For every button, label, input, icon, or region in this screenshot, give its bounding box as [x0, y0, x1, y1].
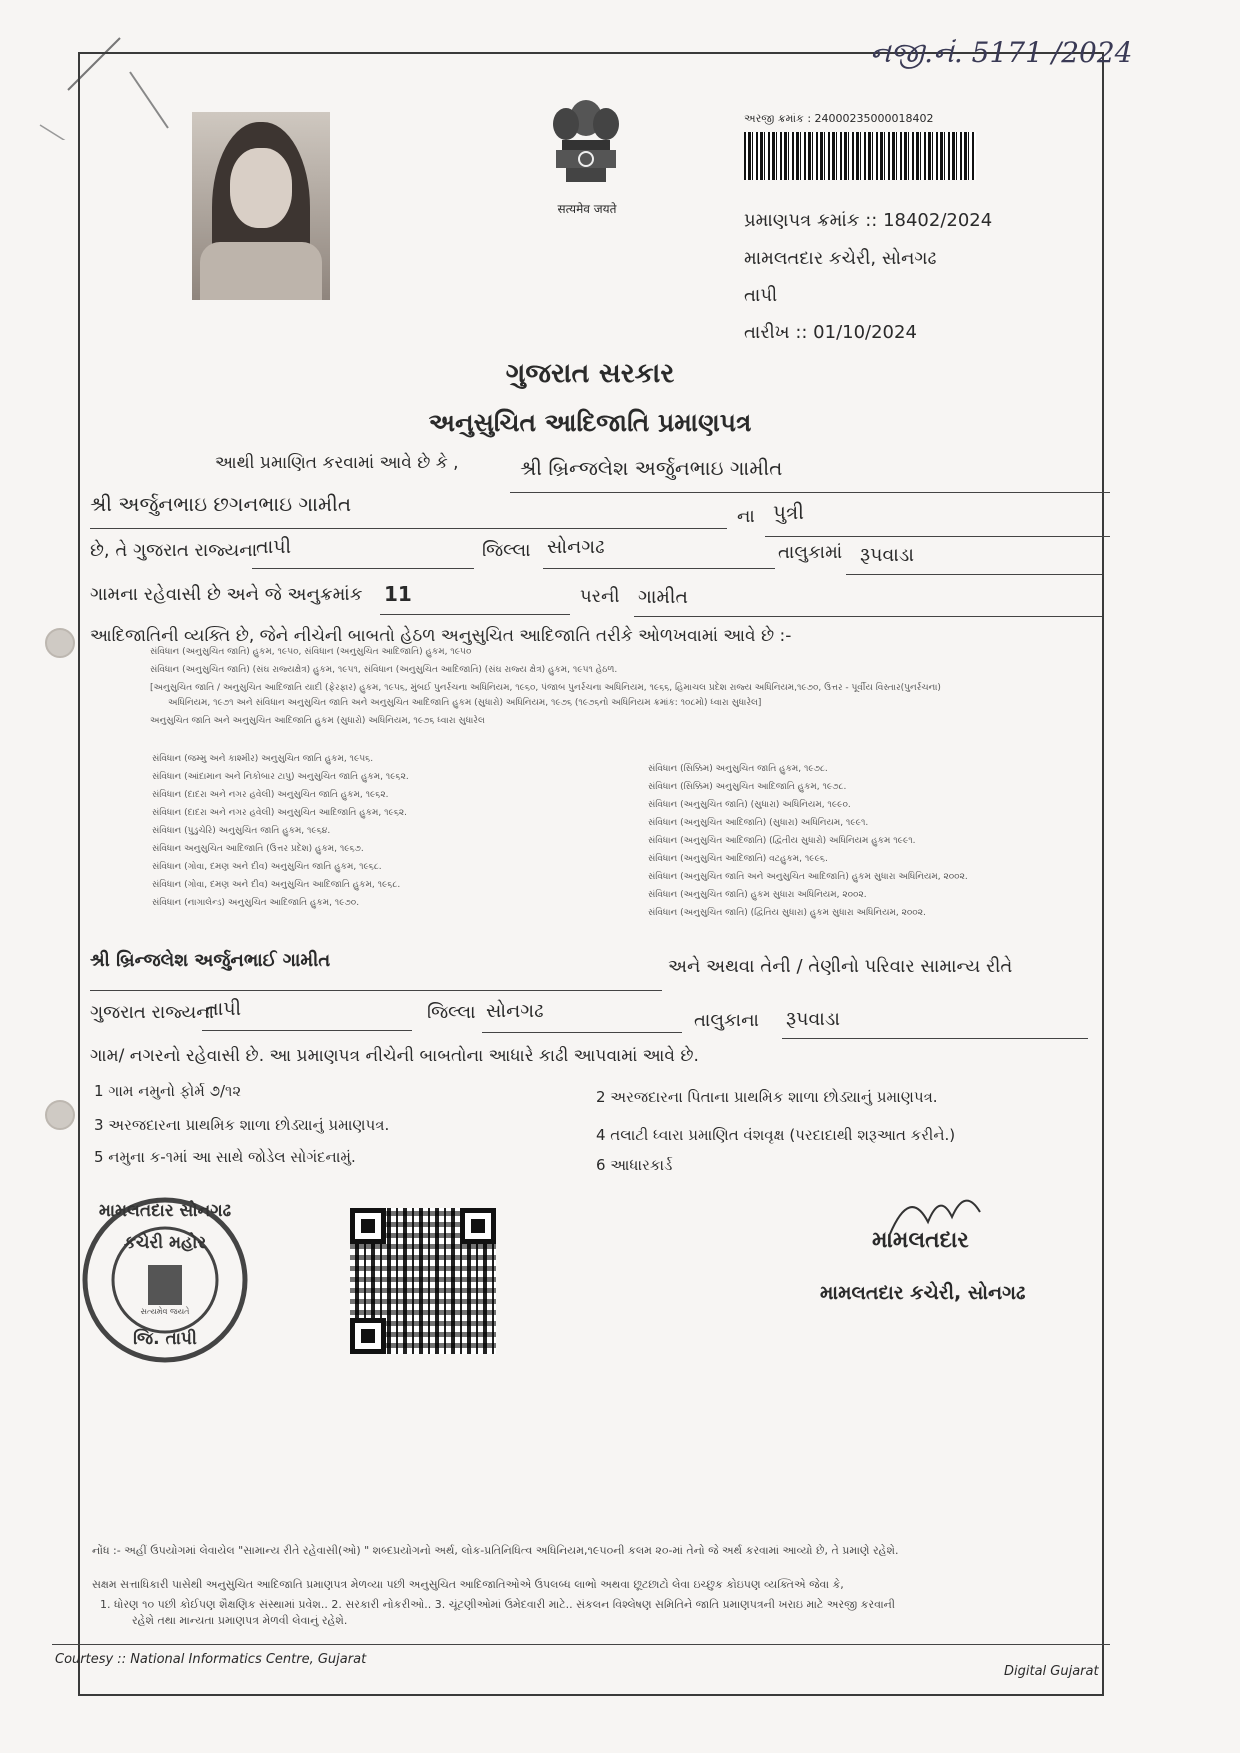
- seal-ring-text: મામલતદાર સોનગઢ: [98, 1201, 232, 1221]
- footer-divider: [52, 1644, 1110, 1645]
- order-left-item: સંવિધાન (દાદરા અને નગર હવેલી) અનુસુચિત આદિજાતિ હુકમ, ૧૯૬૨.: [152, 808, 408, 818]
- certificate-title: અનુસુચિત આદિજાતિ પ્રમાણપત્ર: [428, 408, 752, 437]
- footer-courtesy: Courtesy :: National Informatics Centre, Gujarat: [55, 1652, 367, 1667]
- order-top-item: [અનુસુચિત જાતિ / અનુસુચિત આદિજાતિ યાદી (ફેરફાર) હુકમ, ૧૯૫૬, મુંબઈ પુનર્રચના અધિનિયમ, ૧૯૬૦, પંજાબ પુનર્રચના અધિનિયમ, ૧૯૬૬, હિમાચલ પ્રદેશ રાજ્ય અધિનિયમ,૧૯૭૦, ઉત્તર - પૂર્વીય વિસ્તાર(પુનર્રચના): [150, 683, 941, 693]
- signatory-office: મામલતદાર કચેરી, સોનગઢ: [820, 1282, 1026, 1304]
- order-left-item: સંવિધાન અનુસુચિત આદિજાતિ (ઉત્તર પ્રદેશ) હુકમ, ૧૯૬૭.: [152, 844, 364, 854]
- intro-text: આથી પ્રમાણિત કરવામાં આવે છે કે ,: [215, 453, 459, 473]
- document-item: 6 આધારકાર્ડ: [596, 1156, 673, 1174]
- document-item: 5 નમુના ક-૧માં આ સાથે જોડેલ સોગંદનામું.: [94, 1148, 356, 1166]
- taluka-label: તાલુકામાં: [778, 542, 843, 563]
- order-left-item: સંવિધાન (ગોવા, દમણ અને દીવ) અનુસુચિત જાતિ હુકમ, ૧૯૬૮.: [152, 862, 382, 872]
- state-label: છે, તે ગુજરાત રાજ્યના: [90, 540, 258, 561]
- family-district: તાપી: [206, 998, 242, 1020]
- barcode: [744, 132, 976, 180]
- qr-code: [350, 1208, 496, 1354]
- orders-left: [152, 750, 632, 912]
- seal-center-text: કચેરી મહોર: [123, 1233, 207, 1253]
- punch-hole-bottom: [45, 1100, 75, 1130]
- family-state-label: ગુજરાત રાજ્યના: [90, 1002, 215, 1023]
- signatory-title: મામલતદાર: [872, 1228, 969, 1253]
- punch-hole-top: [45, 628, 75, 658]
- application-number: અરજી ક્રમાંક : 24000235000018402: [744, 112, 934, 125]
- government-title: ગુજરાત સરકાર: [505, 358, 675, 389]
- family-name-line: [90, 944, 662, 991]
- emblem-motto: सत्यमेव जयते: [557, 202, 617, 216]
- note-3: 1. ધોરણ ૧૦ પછી કોઈપણ શૈક્ષણિક સંસ્થામાં પ્રવેશ.. 2. સરકારી નોકરીઓ.. 3. ચૂંટણીઓમાં ઉમેદવારી માટે.. સંકલન વિશ્લેષણ સમિતિને જાતિ પ્રમાણપત્રની ખરાઇ માટે અરજી કરવાની: [100, 1598, 896, 1611]
- issuing-district: તાપી: [744, 285, 778, 306]
- order-right-item: સંવિધાન (સિક્કિમ) અનુસુચિત જાતિ હુકમ, ૧૯૭૮.: [648, 764, 828, 774]
- family-talukana-label: તાલુકાના: [694, 1010, 759, 1031]
- state-district: તાપી: [256, 536, 292, 558]
- order-right-item: સંવિધાન (અનુસુચિત જાતિ) (દ્વિતિય સુધારા) હુકમ સુધારા અધિનિયમ, ૨૦૦૨.: [648, 908, 926, 918]
- clause-intro: આદિજાતિની વ્યક્તિ છે, જેને નીચેની બાબતો હેઠળ અનુસુચિત આદિજાતિ તરીકે ઓળખવામાં આવે છે :-: [90, 626, 792, 646]
- order-left-item: સંવિધાન (નાગાલેન્ડ) અનુસુચિત આદિજાતિ હુકમ, ૧૯૭૦.: [152, 898, 360, 908]
- order-right-item: સંવિધાન (અનુસુચિત જાતિ) (સુધારા) અધિનિયમ, ૧૯૯૦.: [648, 800, 851, 810]
- order-left-item: સંવિધાન (પુડુચેરિ) અનુસુચિત જાતિ હુકમ, ૧૯૬૪.: [152, 826, 331, 836]
- office-seal: [80, 1195, 250, 1365]
- order-right-item: સંવિધાન (અનુસુચિત આદિજાતિ) વટહુકમ, ૧૯૯૬.: [648, 854, 828, 864]
- order-right-item: સંવિધાન (અનુસુચિત આદિજાતિ) (સુધારા) અધિનિયમ, ૧૯૯૧.: [648, 818, 869, 828]
- issue-date: તારીખ :: 01/10/2024: [744, 322, 917, 343]
- applicant-photo: [192, 112, 330, 300]
- village-name: રૂપવાડા: [860, 544, 915, 566]
- father-line: [90, 490, 727, 529]
- national-emblem-icon: [540, 88, 632, 206]
- order-top-item: અનુસુચિત જાતિ અને અનુસુચિત આદિજાતિ હુકમ (સુધારો) અધિનિયમ, ૧૯૭૬ ધ્વારા સુધારેલ: [150, 716, 485, 726]
- order-top-item: સંવિધાન (અનુસુચિત જાતિ) હુકમ, ૧૯૫૦, સંવિધાન (અનુસુચિત આદિજાતિ) હુકમ, ૧૯૫૦: [150, 647, 472, 657]
- family-village: રૂપવાડા: [786, 1008, 841, 1030]
- resident-label: ગામના રહેવાસી છે અને જે અનુક્રમાંક: [90, 584, 363, 605]
- order-left-item: સંવિધાન (ગોવા, દમણ અને દીવ) અનુસુચિત આદિજાતિ હુકમ, ૧૯૬૮.: [152, 880, 401, 890]
- taluka-district: સોનગઢ: [547, 536, 605, 558]
- family-jilla-label: જિલ્લા: [427, 1002, 476, 1023]
- tribe-line: [634, 580, 1102, 617]
- order-left-item: સંવિધાન (દાદરા અને નગર હવેલી) અનુસુચિત જાતિ હુકમ, ૧૯૬૨.: [152, 790, 389, 800]
- name-line: [510, 446, 1110, 493]
- order-left-item: સંવિધાન (આંદામાન અને નિકોબાર ટાપુ) અનુસુચિત જાતિ હુકમ, ૧૯૬૨.: [152, 772, 409, 782]
- seal-inner-motto: સત્યમેવ જયતે: [140, 1307, 190, 1316]
- jilla-label: જિલ્લા: [482, 540, 531, 561]
- note-1: નોંધ :- અહીં ઉપયોગમાં લેવાયેલ "સામાન્ય રીતે રહેવાસી(ઓ) " શબ્દપ્રયોગનો અર્થ, લોક-પ્રતિનિધિત્વ અધિનિયમ,૧૯૫૦ની કલમ ૨૦-માં તેનો જે અર્થ કરવામાં આવ્યો છે, તે પ્રમાણે રહેશે.: [92, 1544, 899, 1557]
- family-village-line: [782, 1002, 1088, 1039]
- order-right-item: સંવિધાન (અનુસુચિત આદિજાતિ) (દ્વિતીય સુધારો) અધિનિયમ હુકમ ૧૯૯૧.: [648, 836, 916, 846]
- person-name: શ્રી બ્રિન્જલેશ અર્જુનભાઇ ગામીત: [520, 456, 783, 480]
- family-taluka-line: [482, 996, 682, 1033]
- father-name: શ્રી અર્જુનભાઇ છગનભાઇ ગામીત: [90, 492, 352, 516]
- orders-top: [150, 645, 1070, 729]
- family-taluka: સોનગઢ: [486, 1000, 544, 1022]
- orders-right: [648, 760, 1088, 922]
- basis-text: ગામ/ નગરનો રહેવાસી છે. આ પ્રમાણપત્ર નીચેની બાબતોના આધારે કાઢી આપવામાં આવે છે.: [90, 1046, 699, 1066]
- order-top-item: અધિનિયમ, ૧૯૭૧ અને સંવિધાન અનુસુચિત જાતિ અને અનુસુચિત આદિજાતિ હુકમ (સુધારો) અધિનિયમ, ૧૯૭૬ (૧૯૭૬નો અધિનિયમ ક્રમાંક: ૧૦૮મો) ધ્વારા સુધારેલ]: [168, 698, 762, 708]
- document-item: 3 અરજદારના પ્રાથમિક શાળા છોડ્યાનું પ્રમાણપત્ર.: [94, 1116, 390, 1134]
- serial-line: [380, 578, 570, 615]
- document-item: 2 અરજદારના પિતાના પ્રાથમિક શાળા છોડ્યાનું પ્રમાણપત્ર.: [596, 1088, 938, 1106]
- footer-brand: Digital Gujarat: [1004, 1664, 1099, 1679]
- family-district-line: [202, 994, 412, 1031]
- relation: પુત્રી: [773, 500, 804, 524]
- document-item: 4 તલાટી ધ્વારા પ્રમાણિત વંશવૃક્ષ (પરદાદાથી શરૂઆત કરીને.): [596, 1126, 956, 1144]
- village-line: [846, 538, 1102, 575]
- par-label: પરની: [580, 586, 620, 607]
- order-left-item: સંવિધાન (જમ્મુ અને કાશ્મીર) અનુસુચિત જાતિ હુકમ, ૧૯૫૬.: [152, 754, 374, 764]
- note-4: રહેશે તથા માન્યતા પ્રમાણપત્ર મેળવી લેવાનું રહેશે.: [132, 1614, 348, 1627]
- document-item: 1 ગામ નમુનો ફોર્મ ૭/૧૨: [94, 1082, 242, 1100]
- order-right-item: સંવિધાન (અનુસુચિત જાતિ) હુકમ સુધારા અધિનિયમ, ૨૦૦૨.: [648, 890, 867, 900]
- order-right-item: સંવિધાન (સિક્કિમ) અનુસુચિત આદિજાતિ હુકમ, ૧૯૭૮.: [648, 782, 847, 792]
- state-district-line: [252, 532, 474, 569]
- order-right-item: સંવિધાન (અનુસુચિત જાતિ અને અનુસુચિત આદિજાતિ) હુકમ સુધારા અધિનિયમ, ૨૦૦૨.: [648, 872, 968, 882]
- family-person-name: શ્રી બ્રિન્જલેશ અર્જુનભાઈ ગામીત: [90, 950, 331, 971]
- taluka-district-line: [543, 532, 775, 569]
- issuing-office: મામલતદાર કચેરી, સોનગઢ: [744, 248, 937, 269]
- certificate-number: પ્રમાણપત્ર ક્રમાંક :: 18402/2024: [744, 210, 993, 231]
- na-label: ના: [737, 506, 755, 527]
- handwritten-reference: નજી.નં. 5171 /2024: [870, 36, 1133, 69]
- tribe-name: ગામીત: [638, 586, 688, 608]
- note-2: સક્ષમ સત્તાધિકારી પાસેથી અનુસુચિત આદિજાતિ પ્રમાણપત્ર મેળવ્યા પછી અનુસુચિત આદિજાતિઓએ ઉપલબ્ધ લાભો અથવા છૂટછાટો લેવા ઇચ્છુક કોઇપણ વ્યક્તિએ જેવા કે,: [92, 1578, 844, 1591]
- relation-line: [765, 494, 1110, 537]
- seal-bottom-text: જિ. તાપી: [133, 1329, 197, 1349]
- serial-number: 11: [384, 582, 412, 606]
- order-top-item: સંવિધાન (અનુસુચિત જાતિ) (સંઘ રાજ્યક્ષેત્ર) હુકમ, ૧૯૫૧, સંવિધાન (અનુસુચિત આદિજાતિ) (સંઘ રાજ્ય ક્ષેત્ર) હુકમ, ૧૯૫૧ હેઠળ.: [150, 665, 618, 675]
- family-suffix: અને અથવા તેની / તેણીનો પરિવાર સામાન્ય રીતે: [668, 956, 1013, 977]
